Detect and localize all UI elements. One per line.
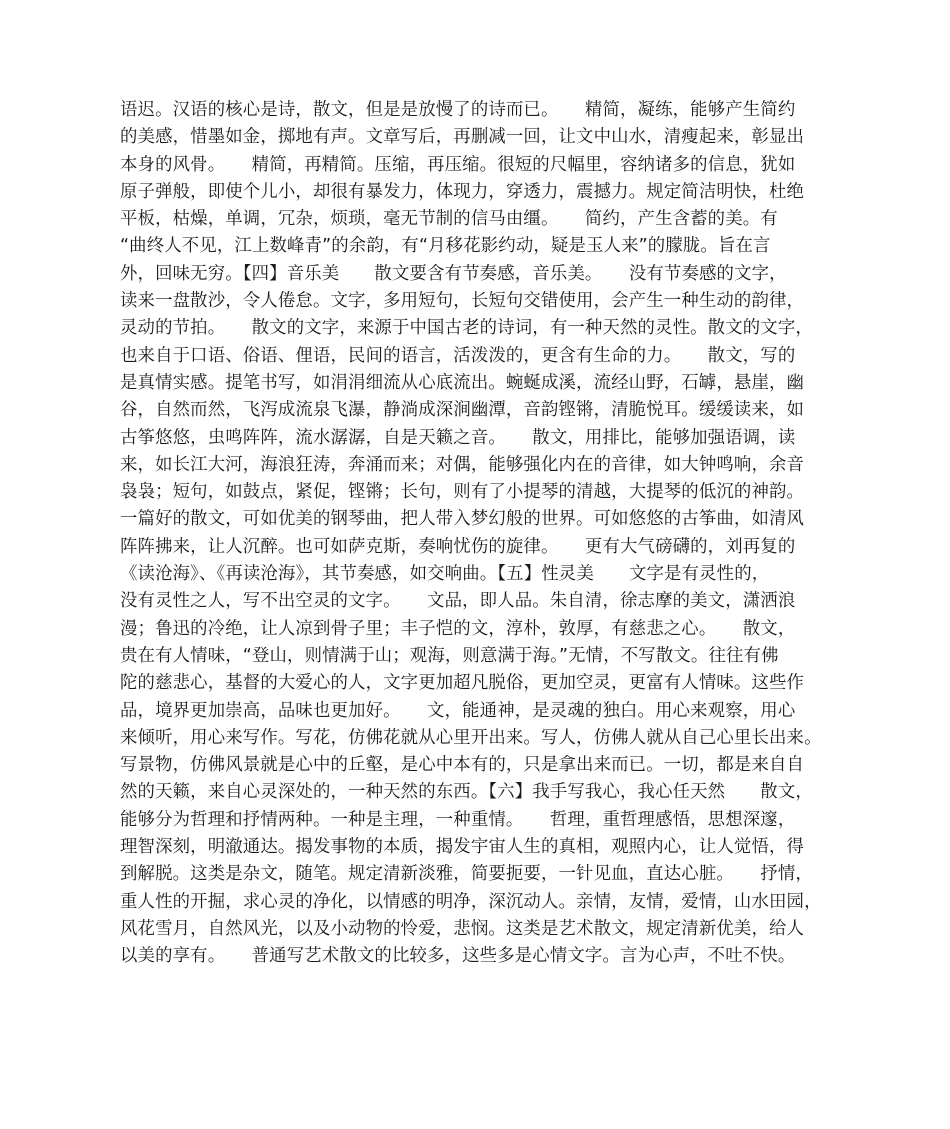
text-line: 贵在有人情味，“登山，则情满于山；观海，则意满于海。”无情，不写散文。往往有佛 xyxy=(120,645,779,666)
text-line: 本身的风骨。 精简，再精简。压缩，再压缩。很短的尺幅里，容纳诸多的信息，犹如 xyxy=(120,154,796,175)
text-line: 写景物，仿佛风景就是心中的丘壑，是心中本有的，只是拿出来而已。一切，都是来自自 xyxy=(120,755,805,776)
text-line: 语迟。汉语的核心是诗，散文，但是是放慢了的诗而已。 精简，凝练，能够产生简约 xyxy=(120,100,796,120)
text-line: 陀的慈悲心，基督的大爱心的人，文字更加超凡脱俗，更加空灵，更富有人情味。这些作 xyxy=(120,673,805,694)
text-line: 灵动的节拍。 散文的文字，来源于中国古老的诗词，有一种天然的灵性。散文的文字， xyxy=(120,318,813,339)
text-line: 来，如长江大河，海浪狂涛，奔涌而来；对偶，能够强化内在的音律，如大钟鸣响，余音 xyxy=(120,454,805,475)
text-line: 读来一盘散沙，令人倦怠。文字，多用短句，长短句交错使用，会产生一种生动的韵律， xyxy=(120,291,805,312)
text-line: 《读沧海》、《再读沧海》，其节奏感，如交响曲。【五】性灵美 文字是有灵性的， xyxy=(120,564,770,585)
text-line: 外，回味无穷。【四】音乐美 散文要含有节奏感，音乐美。 没有节奏感的文字， xyxy=(120,263,787,284)
text-line: 重人性的开掘，求心灵的净化，以情感的明净，深沉动人。亲情，友情，爱情，山水田园， xyxy=(120,891,822,912)
text-line: “曲终人不见，江上数峰青”的余韵，有“月移花影约动，疑是玉人来”的朦胧。旨在言 xyxy=(120,236,771,257)
text-line: 袅袅；短句，如鼓点，紧促，铿锵；长句，则有了小提琴的清越，大提琴的低沉的神韵。 xyxy=(120,482,805,503)
text-line: 品，境界更加崇高，品味也更加好。 文，能通神，是灵魂的独白。用心来观察，用心 xyxy=(120,700,796,721)
text-line: 也来自于口语、俗语、俚语，民间的语言，活泼泼的，更含有生命的力。 散文，写的 xyxy=(120,345,796,366)
text-line: 漫；鲁迅的冷绝，让人凉到骨子里；丰子恺的文，淳朴，敦厚，有慈悲之心。 散文， xyxy=(120,618,796,639)
text-line: 的美感，惜墨如金，掷地有声。文章写后，再删减一回，让文中山水，清瘦起来，彰显出 xyxy=(120,127,805,148)
text-line: 原子弹般，即使个儿小，却很有暴发力，体现力，穿透力，震撼力。规定简洁明快，杜绝 xyxy=(120,181,805,202)
text-line: 理智深刻，明澈通达。揭发事物的本质，揭发宇宙人生的真相，观照内心，让人觉悟，得 xyxy=(120,837,805,858)
text-line: 一篇好的散文，可如优美的钢琴曲，把人带入梦幻般的世界。可如悠悠的古筝曲，如清风 xyxy=(120,509,805,530)
text-line: 到解脱。这类是杂文，随笔。规定清新淡雅，简要扼要，一针见血，直达心脏。 抒情， xyxy=(120,864,813,885)
text-line: 能够分为哲理和抒情两种。一种是主理，一种重情。 哲理，重哲理感悟，思想深邃， xyxy=(120,809,796,830)
text-line: 阵阵拂来，让人沉醉。也可如萨克斯，奏响忧伤的旋律。 更有大气磅礴的，刘再复的 xyxy=(120,536,796,557)
text-line: 风花雪月，自然风光，以及小动物的怜爱，悲悯。这类是艺术散文，规定清新优美，给人 xyxy=(120,918,805,939)
text-line: 然的天籁，来自心灵深处的，一种天然的东西。【六】我手写我心，我心任天然 散文， xyxy=(120,782,813,803)
text-line: 没有灵性之人，写不出空灵的文字。 文品，即人品。朱自清，徐志摩的美文，潇洒浪 xyxy=(120,591,796,612)
text-line: 来倾听，用心来写作。写花，仿佛花就从心里开出来。写人，仿佛人就从自己心里长出来。 xyxy=(120,727,822,748)
document-body xyxy=(120,97,836,971)
text-line: 以美的享有。 普通写艺术散文的比较多，这些多是心情文字。言为心声，不吐不快。 xyxy=(120,946,796,967)
text-line: 平板，枯燥，单调，冗杂，烦琐，毫无节制的信马由缰。 简约，产生含蓄的美。有 xyxy=(120,209,778,230)
text-line: 是真情实感。提笔书写，如涓涓细流从心底流出。蜿蜒成溪，流经山野，石罅，悬崖，幽 xyxy=(120,372,805,393)
text-line: 古筝悠悠，虫鸣阵阵，流水潺潺，自是天籁之音。 散文，用排比，能够加强语调，读 xyxy=(120,427,796,448)
text-line: 谷，自然而然，飞泻成流泉飞瀑，静淌成深涧幽潭，音韵铿锵，清脆悦耳。缓缓读来，如 xyxy=(120,400,805,421)
